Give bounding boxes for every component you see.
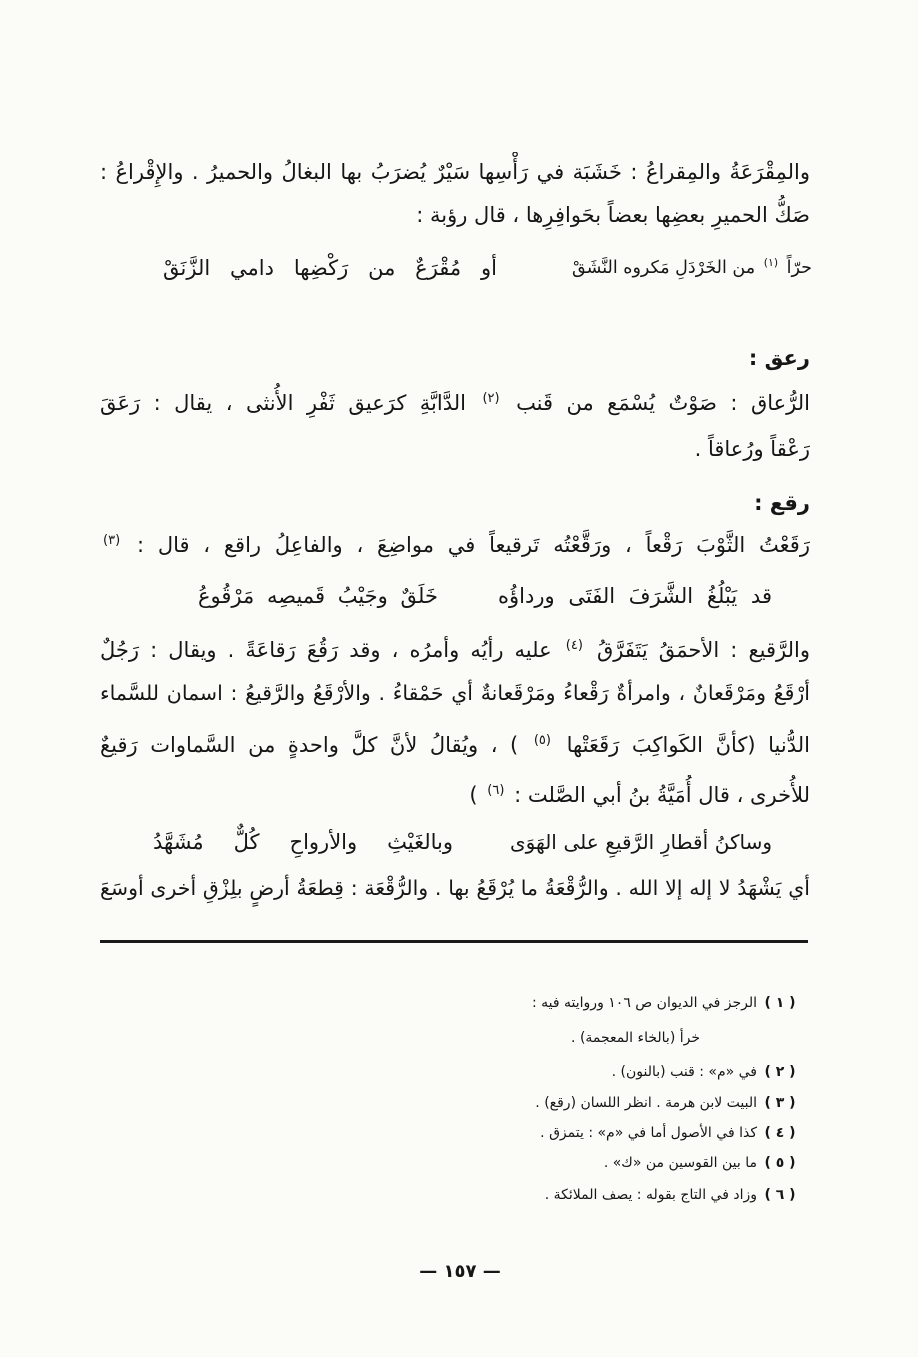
footnote-ref: (٤) bbox=[565, 638, 583, 653]
footnote-ref: (٦) bbox=[487, 783, 505, 798]
body-line: أرْقَعُ ومَرْقَعانٌ ، وامرأةٌ رَقْعاءُ ومَرْقَعانةٌ أي حَمْقاءُ . والأرْقَعُ والرَّقيعُ : اسمان للسَّماء bbox=[100, 681, 810, 705]
body-line: أي يَشْهَدُ لا إله إلا الله . والرُّقْعَةُ ما يُرْقَعُ بها . والرُّقْعَة : قِطعَةُ أرضٍ بلِزْقِ أخرى أوسَعَ bbox=[100, 876, 810, 900]
body-line: رَعْقاً ورُعاقاً . bbox=[694, 437, 810, 461]
verse-first-hemistich: وساكنُ أقطارِ الرَّقيعِ على الهَوَى bbox=[510, 830, 772, 854]
body-line: والرَّقيع : الأحمَقُ يَتَفَرَّقُ $^{(٤)}$ عليه رأيُه وأمرُه ، وقد رَقُعَ رَقاعَةً . ويقال : رَجُلٌ bbox=[100, 638, 810, 662]
body-line: والمِقْرَعَةُ والمِقراعُ : خَشَبَة في رَأْسِها سَيْرٌ يُضرَبُ بها البغالُ والحميرُ . والإِقْراعُ : bbox=[100, 160, 810, 184]
verse-second-hemistich: خَلَقٌ وجَيْبُ قَميصِه مَرْقُوعُ bbox=[198, 584, 438, 608]
footnote-number: ( ١ ) bbox=[764, 995, 796, 1011]
footnote-ref: (٥) bbox=[533, 733, 551, 748]
footnote-number: ( ٢ ) bbox=[764, 1064, 796, 1080]
body-line: صَكُّ الحميرِ بعضِها بعضاً بحَوافِرِها ، قال رؤبة : bbox=[416, 203, 810, 227]
footnote-number: ( ٣ ) bbox=[764, 1095, 796, 1111]
entry-heading: رعق : bbox=[748, 346, 810, 370]
body-line: الرُّعاق : صَوْتٌ يُسْمَع من قَنب $^{(٢)}$ الدَّابَّةِ كرَعيق ثَفْرِ الأُنثى ، يقال : رَعَقَ bbox=[100, 391, 810, 415]
footnote-text-continuation: خرأ (بالخاء المعجمة) . bbox=[571, 1030, 700, 1046]
page-number: — ١٥٧ — bbox=[419, 1261, 501, 1282]
footnote-ref: (٣) bbox=[103, 533, 121, 548]
body-line: رَقَعْتُ الثَّوْبَ رَقْعاً ، ورَقَّعْتُه تَرقيعاً في مواضِعَ ، والفاعِلُ راقع ، قال : $^{(٣)}$ bbox=[103, 533, 810, 557]
footnote-text: في «م» : قنب (بالنون) . bbox=[611, 1064, 757, 1080]
verse-first-hemistich: حرّاً $^{(١)}$ من الخَرْدَلِ مَكروه النَّشَقْ bbox=[572, 256, 812, 278]
footnote-text: البيت لابن هرمة . انظر اللسان (رقع) . bbox=[535, 1095, 757, 1111]
body-line: الدُّنيا (كأنَّ الكَواكِبَ رَقَعَتْها $^{(٥)}$ ) ، ويُقالُ لأنَّ كلَّ واحدةٍ من السَّماوات رَقيعٌ bbox=[100, 733, 810, 757]
footnote-number: ( ٦ ) bbox=[764, 1187, 796, 1203]
footnote-text: الرجز في الديوان ص ١٠٦ وروايته فيه : bbox=[531, 995, 757, 1011]
footnote-ref: (١) bbox=[763, 256, 779, 270]
footnote-separator bbox=[100, 940, 808, 943]
footnote-ref: (٢) bbox=[482, 391, 500, 406]
footnote-text: كذا في الأصول أما في «م» : يتمزق . bbox=[540, 1125, 757, 1141]
footnote-number: ( ٥ ) bbox=[764, 1155, 796, 1171]
body-line: للأُخرى ، قال أُمَيَّةُ بنُ أبي الصَّلت : $^{(٦)}$ ) bbox=[469, 783, 810, 807]
footnote-text: ما بين القوسين من «ك» . bbox=[603, 1155, 757, 1171]
entry-heading: رقع : bbox=[754, 491, 810, 515]
verse-second-hemistich: وبالغَيْثِ والأرواحِ كُلٌّ مُشَهَّدُ bbox=[153, 830, 453, 854]
footnote-text: وزاد في التاج بقوله : يصف الملائكة . bbox=[544, 1187, 757, 1203]
verse-second-hemistich: أو مُقْرَعٌ من رَكْضِها دامي الزَّنَقْ bbox=[163, 256, 497, 280]
footnote-number: ( ٤ ) bbox=[764, 1125, 796, 1141]
verse-first-hemistich: قد يَبْلُغُ الشَّرَفَ الفَتَى ورداؤُه bbox=[498, 584, 772, 608]
